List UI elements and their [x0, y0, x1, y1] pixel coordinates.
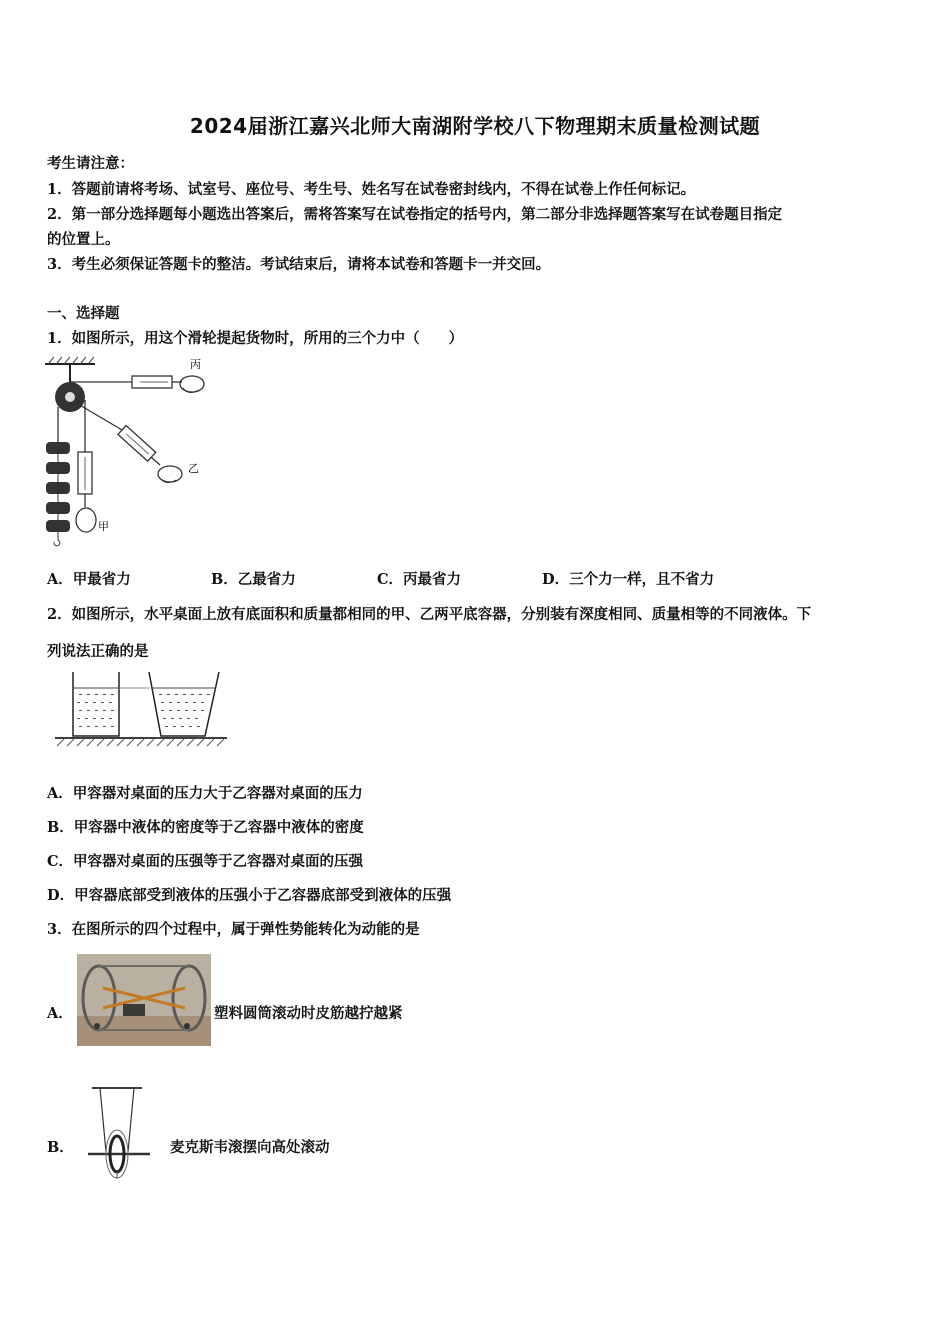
notice-item: 2．第一部分选择题每小题选出答案后，需将答案写在试卷指定的括号内，第二部分非选择题答案写在试卷题目指定	[47, 206, 783, 223]
label-yi: 乙	[188, 462, 199, 475]
question-2-stem: 2．如图所示，水平桌面上放有底面积和质量都相同的甲、乙两平底容器，分别装有深度相同、质量相等的不同液体。下	[47, 606, 812, 623]
notice-item: 3．考生必须保证答题卡的整洁。考试结束后，请将本试卷和答题卡一并交回。	[47, 256, 551, 273]
option-c[interactable]: C．丙最省力	[377, 571, 462, 588]
notice-heading: 考生请注意：	[47, 155, 134, 172]
maxwell-wheel-figure	[80, 1082, 158, 1180]
question-3-stem: 3．在图所示的四个过程中，属于弹性势能转化为动能的是	[47, 921, 420, 938]
question-3-option-b-letter[interactable]: B．	[47, 1139, 74, 1156]
question-2-stem-cont: 列说法正确的是	[47, 643, 149, 660]
section-heading: 一、选择题	[47, 305, 120, 322]
question-3-option-b-text[interactable]: 麦克斯韦滚摆向高处滚动	[170, 1139, 330, 1156]
question-1-stem: 1．如图所示，用这个滑轮提起货物时，所用的三个力中（ ）	[47, 330, 464, 347]
notice-item: 的位置上。	[47, 231, 120, 248]
option-a[interactable]: A．甲最省力	[47, 571, 131, 588]
question-3-option-a-letter[interactable]: A．	[47, 1005, 73, 1022]
option-b[interactable]: B．乙最省力	[211, 571, 296, 588]
containers-figure	[55, 668, 230, 748]
label-bing: 丙	[190, 358, 201, 371]
notice-item: 1．答题前请将考场、试室号、座位号、考生号、姓名写在试卷密封线内，不得在试卷上作任何标记。	[47, 181, 696, 198]
label-jia: 甲	[98, 520, 109, 533]
pulley-figure	[40, 352, 220, 547]
question-2-option-a[interactable]: A．甲容器对桌面的压力大于乙容器对桌面的压力	[47, 785, 363, 802]
question-2-option-d[interactable]: D．甲容器底部受到液体的压强小于乙容器底部受到液体的压强	[47, 887, 452, 904]
question-2-option-b[interactable]: B．甲容器中液体的密度等于乙容器中液体的密度	[47, 819, 364, 836]
question-2-option-c[interactable]: C．甲容器对桌面的压强等于乙容器对桌面的压强	[47, 853, 364, 870]
plastic-cylinder-photo	[77, 954, 211, 1046]
question-3-option-a-text[interactable]: 塑料圆筒滚动时皮筋越拧越紧	[214, 1005, 403, 1022]
option-d[interactable]: D．三个力一样，且不省力	[542, 571, 715, 588]
page-title: 2024届浙江嘉兴北师大南湖附学校八下物理期末质量检测试题	[189, 114, 761, 138]
